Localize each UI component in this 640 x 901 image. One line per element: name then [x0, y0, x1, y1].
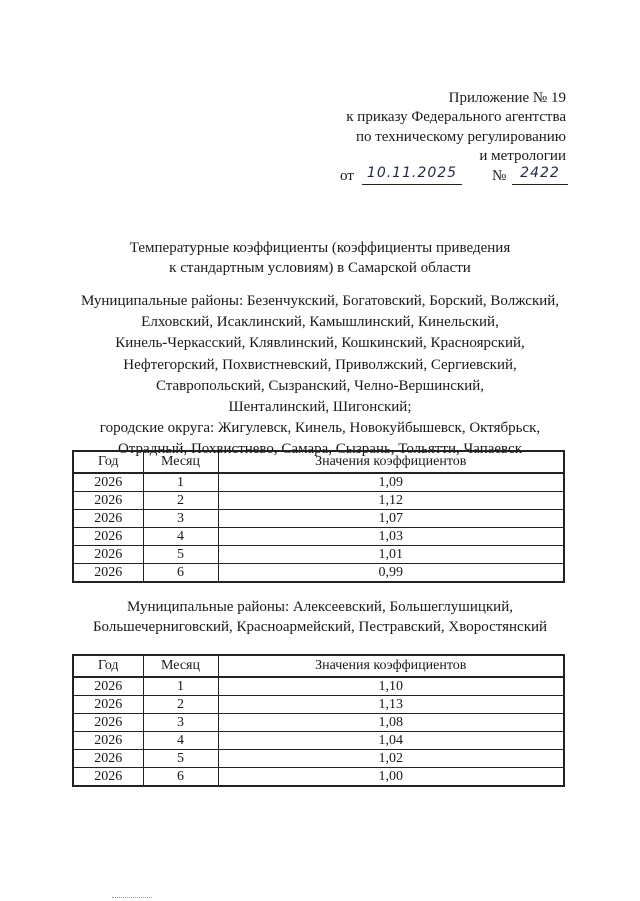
region-line: Кинель-Черкасский, Клявлинский, Кошкинский, Красноярский,: [115, 335, 525, 352]
cell-year: 2026: [73, 677, 143, 696]
region-line: Ставропольский, Сызранский, Челно-Вершинский,: [155, 377, 485, 394]
table-row: [73, 696, 564, 714]
title-line: к стандартным условиям) в Самарской области: [169, 260, 471, 276]
cell-coefficient: 1,09: [218, 473, 564, 492]
cell-month: 4: [143, 528, 218, 546]
region-list-1: [60, 291, 580, 461]
table-row: [73, 473, 564, 492]
table-row: [73, 528, 564, 546]
cell-year: 2026: [73, 510, 143, 528]
cell-year: 2026: [73, 696, 143, 714]
cell-year: 2026: [73, 768, 143, 787]
cell-coefficient: 0,99: [218, 564, 564, 583]
header-month: Месяц: [143, 451, 218, 473]
cell-coefficient: 1,03: [218, 528, 564, 546]
cell-coefficient: 1,01: [218, 546, 564, 564]
region-line: Муниципальные районы: Алексеевский, Большеглушицкий,: [126, 599, 513, 615]
cell-coefficient: 1,07: [218, 510, 564, 528]
table-row: [73, 677, 564, 696]
region-line: Нефтегорский, Похвистневский, Приволжский, Сергиевский,: [123, 356, 517, 373]
appendix-header-line: по техническому регулированию: [355, 128, 566, 145]
table-row: [73, 768, 564, 787]
region-line: Большечерниговский, Красноармейский, Пестравский, Хворостянский: [92, 619, 548, 635]
title-line: Температурные коэффициенты (коэффициенты приведения: [129, 240, 511, 256]
table-row: [73, 492, 564, 510]
cell-year: 2026: [73, 492, 143, 510]
cell-month: 1: [143, 473, 218, 492]
cell-coefficient: 1,13: [218, 696, 564, 714]
table-row: [73, 732, 564, 750]
cell-coefficient: 1,10: [218, 677, 564, 696]
cell-month: 6: [143, 564, 218, 583]
appendix-header-line: к приказу Федерального агентства: [346, 109, 566, 126]
cell-month: 3: [143, 714, 218, 732]
region-line: Отрадный, Похвистнево, Самара, Сызрань, Тольятти, Чапаевск: [117, 441, 523, 458]
table-header-row: [73, 655, 564, 677]
appendix-header: [300, 89, 566, 167]
header-year: Год: [73, 655, 143, 677]
table-row: [73, 564, 564, 583]
table-row: [73, 750, 564, 768]
cell-month: 5: [143, 750, 218, 768]
cell-month: 5: [143, 546, 218, 564]
cell-month: 6: [143, 768, 218, 787]
header-coefficient: Значения коэффициентов: [218, 655, 564, 677]
cell-coefficient: 1,08: [218, 714, 564, 732]
cell-coefficient: 1,04: [218, 732, 564, 750]
header-month: Месяц: [143, 655, 218, 677]
cell-year: 2026: [73, 546, 143, 564]
table-row: [73, 510, 564, 528]
cell-coefficient: 1,00: [218, 768, 564, 787]
region-list-2: [60, 597, 580, 637]
table-row: [73, 546, 564, 564]
coefficients-table-1: [72, 450, 565, 583]
handwritten-order-number: 2422: [512, 165, 568, 185]
cell-month: 2: [143, 696, 218, 714]
cell-month: 3: [143, 510, 218, 528]
table-row: [73, 714, 564, 732]
region-line: Шенталинский, Шигонский;: [228, 399, 412, 416]
scan-artifact: [112, 897, 152, 899]
handwritten-date: 10.11.2025: [362, 165, 462, 185]
cell-coefficient: 1,02: [218, 750, 564, 768]
appendix-header-line: Приложение № 19: [448, 90, 566, 106]
header-coefficient: Значения коэффициентов: [218, 451, 564, 473]
cell-year: 2026: [73, 732, 143, 750]
region-line: Елховский, Исаклинский, Камышлинский, Кинельский,: [141, 314, 499, 331]
cell-coefficient: 1,12: [218, 492, 564, 510]
number-prefix: №: [492, 168, 507, 184]
table-header-row: [73, 451, 564, 473]
cell-year: 2026: [73, 473, 143, 492]
document-title: [60, 238, 580, 278]
cell-year: 2026: [73, 564, 143, 583]
coefficients-table-2: [72, 654, 565, 787]
region-line: городские округа: Жигулевск, Кинель, Новокуйбышевск, Октябрьск,: [99, 420, 541, 437]
cell-year: 2026: [73, 528, 143, 546]
cell-month: 2: [143, 492, 218, 510]
cell-month: 1: [143, 677, 218, 696]
date-prefix: от: [340, 168, 354, 184]
cell-year: 2026: [73, 714, 143, 732]
appendix-header-line: и метрологии: [479, 148, 566, 165]
cell-month: 4: [143, 732, 218, 750]
region-line: Муниципальные районы: Безенчукский, Богатовский, Борский, Волжский,: [80, 293, 560, 309]
order-date-line: [340, 165, 568, 187]
cell-year: 2026: [73, 750, 143, 768]
header-year: Год: [73, 451, 143, 473]
